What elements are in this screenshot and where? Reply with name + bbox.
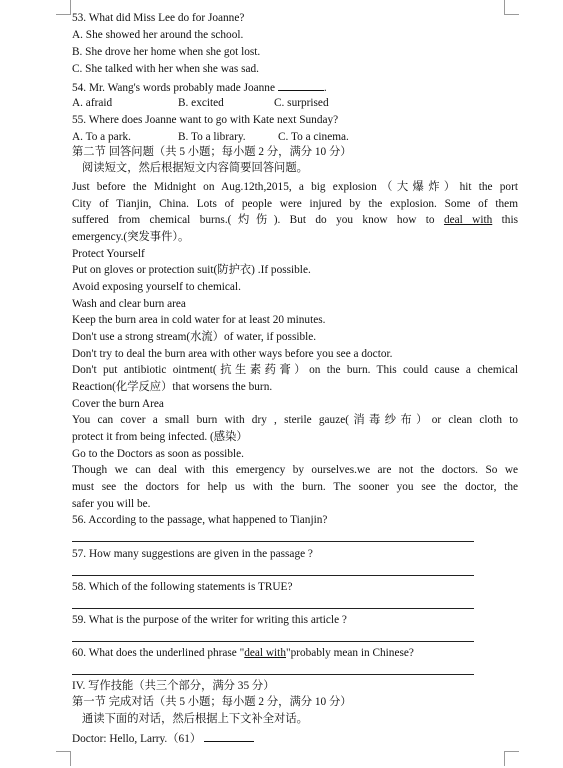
section-2-heading: 第二节 回答问题（共 5 小题；每小题 2 分，满分 10 分） xyxy=(72,146,352,158)
passage-item-15: safer you will be. xyxy=(72,498,151,510)
question-58: 58. Which of the following statements is TRUE? xyxy=(72,581,293,593)
question-60 xyxy=(72,646,518,660)
passage-item-6: Don't try to deal the burn area with other ways before you see a doctor. xyxy=(72,348,393,360)
crop-mark-bottom-right xyxy=(504,751,519,766)
question-55: 55. Where does Joanne want to go with Kate next Sunday? xyxy=(72,114,339,126)
passage-line-3 xyxy=(72,213,518,227)
question-60-phrase: deal with xyxy=(244,647,286,659)
q53-option-b: B. She drove her home when she got lost. xyxy=(72,46,261,58)
question-57: 57. How many suggestions are given in the passage ? xyxy=(72,548,313,560)
q55-option-b: B. To a library. xyxy=(178,131,246,143)
section-4-instruction: 通读下面的对话，然后根据上下文补全对话。 xyxy=(82,713,308,725)
q55-options xyxy=(72,130,518,144)
question-60-text: 60. What does the underlined phrase " xyxy=(72,647,245,659)
passage-item-12: Go to the Doctors as soon as possible. xyxy=(72,448,244,460)
q54-option-c: C. surprised xyxy=(274,97,329,109)
passage-item-3: Wash and clear burn area xyxy=(72,298,186,310)
passage-item-13: Though we can deal with this emergency by ourselves.we are not the doctors. So we xyxy=(72,464,518,476)
q54-answer-blank xyxy=(278,79,324,91)
section-4-heading: IV. 写作技能（共三个部分，满分 35 分） xyxy=(72,680,275,692)
passage-line-1: Just before the Midnight on Aug.12th,2015, a big explosion（大爆炸）hit the port xyxy=(72,181,518,193)
section-2-instruction: 阅读短文，然后根据短文内容简要回答问题。 xyxy=(82,162,308,174)
underlined-phrase: deal with xyxy=(443,214,493,226)
question-53: 53. What did Miss Lee do for Joanne? xyxy=(72,12,245,24)
passage-item-14: must see the doctors for help us with the burn. The sooner you see the doctor, the xyxy=(72,481,518,493)
passage-line-3-text: suffered from chemical burns.(灼伤). But do you know how to xyxy=(72,214,444,226)
q53-option-a: A. She showed her around the school. xyxy=(72,29,244,41)
question-60-end: "probably mean in Chinese? xyxy=(285,647,414,659)
dialogue-line-61 xyxy=(72,730,518,746)
answer-line-57[interactable] xyxy=(72,575,474,576)
section-4-part-1: 第一节 完成对话（共 5 小题；每小题 2 分，满分 10 分） xyxy=(72,696,352,708)
q55-option-a: A. To a park. xyxy=(72,131,131,143)
q54-option-a: A. afraid xyxy=(72,97,113,109)
passage-item-4: Keep the burn area in cold water for at least 20 minutes. xyxy=(72,314,326,326)
passage-line-2: City of Tianjin, China. Lots of people were injured by the explosion. Some of them xyxy=(72,198,518,210)
dialogue-text: Doctor: Hello, Larry.（61） xyxy=(72,733,202,745)
passage-item-7: Don't put antibiotic ointment(抗生素药膏）on the burn. This could cause a chemical xyxy=(72,364,518,376)
passage-line-4: emergency.(突发事件）。 xyxy=(72,231,190,243)
answer-line-60[interactable] xyxy=(72,674,474,675)
q55-option-c: C. To a cinema. xyxy=(278,131,349,143)
passage-item-1: Put on gloves or protection suit(防护衣) .If possible. xyxy=(72,264,311,276)
passage-item-2: Avoid exposing yourself to chemical. xyxy=(72,281,241,293)
answer-line-56[interactable] xyxy=(72,541,474,542)
question-54: 54. Mr. Wang's words probably made Joanne . xyxy=(72,79,518,95)
passage-item-9: Cover the burn Area xyxy=(72,398,164,410)
crop-mark-bottom-left xyxy=(56,751,71,766)
passage-item-5: Don't use a strong stream(水流）of water, if possible. xyxy=(72,331,317,343)
q54-option-b: B. excited xyxy=(178,97,224,109)
question-56: 56. According to the passage, what happened to Tianjin? xyxy=(72,514,328,526)
crop-mark-top-left xyxy=(56,0,71,15)
q53-option-c: C. She talked with her when she was sad. xyxy=(72,63,259,75)
passage-item-8: Reaction(化学反应）that worsens the burn. xyxy=(72,381,273,393)
q54-text: 54. Mr. Wang's words probably made Joanne xyxy=(72,82,275,94)
question-59: 59. What is the purpose of the writer for writing this article ? xyxy=(72,614,347,626)
passage-line-3-end: this xyxy=(492,214,518,226)
passage-item-11: protect it from being infected. (感染） xyxy=(72,431,248,443)
answer-line-58[interactable] xyxy=(72,608,474,609)
answer-line-59[interactable] xyxy=(72,641,474,642)
passage-title: Protect Yourself xyxy=(72,248,145,260)
answer-blank-61[interactable] xyxy=(204,730,254,742)
passage-item-10: You can cover a small burn with dry , sterile gauze(消毒纱布）or clean cloth to xyxy=(72,414,518,426)
q54-options xyxy=(72,96,518,110)
